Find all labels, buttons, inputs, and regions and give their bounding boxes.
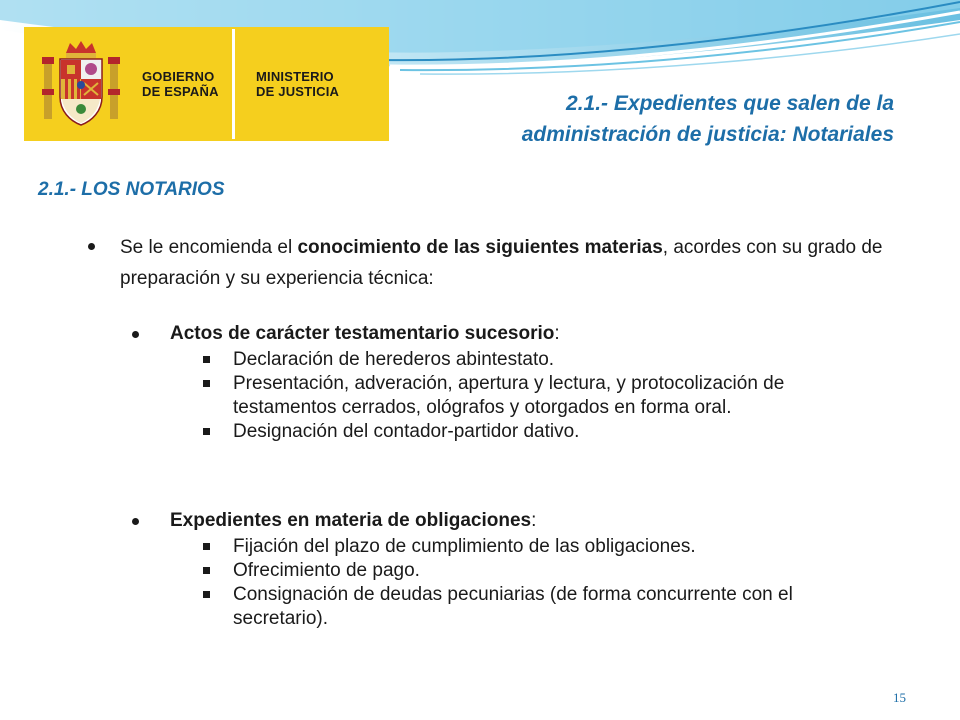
square-bullet-icon xyxy=(203,591,210,598)
slide-title-line2: administración de justicia: Notariales xyxy=(521,123,894,146)
list-item xyxy=(132,535,892,559)
logo-left-line2: DE ESPAÑA xyxy=(142,84,219,99)
group-heading-suffix: : xyxy=(554,323,560,344)
square-bullet-icon xyxy=(203,428,210,435)
group-heading-bold: Actos de carácter testamentario sucesorio xyxy=(170,323,555,344)
page-number: 15 xyxy=(893,690,906,705)
list-item-text: Declaración de herederos abintestato. xyxy=(233,349,555,370)
group-heading xyxy=(132,322,892,346)
slide-title xyxy=(334,88,894,150)
group-heading-suffix: : xyxy=(531,510,537,531)
list-item xyxy=(132,348,892,372)
group-heading-bold: Expedientes en materia de obligaciones xyxy=(170,510,532,531)
intro-text-after: , acordes con su grado de preparación y su experiencia técnica: xyxy=(120,237,883,289)
group-obligations xyxy=(132,509,892,631)
group-testamentary-acts xyxy=(132,322,892,444)
sub-item-list xyxy=(132,348,892,444)
intro-bullet xyxy=(88,232,888,294)
list-item xyxy=(132,372,892,420)
intro-text xyxy=(88,232,888,294)
square-bullet-icon xyxy=(203,567,210,574)
list-item-text: Consignación de deudas pecuniarias (de forma concurrente con el secretario). xyxy=(233,584,793,629)
logo-right-line1: MINISTERIO xyxy=(256,69,334,84)
logo-divider xyxy=(232,29,235,139)
list-item xyxy=(132,420,892,444)
logo-left-line1: GOBIERNO xyxy=(142,69,215,84)
logo-right-line2: DE JUSTICIA xyxy=(256,84,340,99)
bullet-dot-icon xyxy=(88,243,95,250)
bullet-dot-icon xyxy=(132,331,139,338)
square-bullet-icon xyxy=(203,356,210,363)
list-item-text: Ofrecimiento de pago. xyxy=(233,560,420,581)
list-item xyxy=(132,583,892,631)
square-bullet-icon xyxy=(203,380,210,387)
list-item-text: Designación del contador-partidor dativo. xyxy=(233,421,580,442)
intro-text-before: Se le encomienda el xyxy=(120,237,298,258)
list-item-text: Fijación del plazo de cumplimiento de las obligaciones. xyxy=(233,536,696,557)
logo-ministry-text xyxy=(256,69,339,99)
list-item-text: Presentación, adveración, apertura y lectura, y protocolización de testamentos cerrados, ológrafos y otorgados en forma oral. xyxy=(233,373,785,418)
list-item xyxy=(132,559,892,583)
coat-of-arms-icon xyxy=(38,39,124,131)
logo-government-text xyxy=(142,69,219,99)
section-heading: 2.1.- LOS NOTARIOS xyxy=(38,179,225,200)
bullet-dot-icon xyxy=(132,518,139,525)
intro-text-bold: conocimiento de las siguientes materias xyxy=(297,237,663,258)
square-bullet-icon xyxy=(203,543,210,550)
sub-item-list xyxy=(132,535,892,631)
slide-title-line1: 2.1.- Expedientes que salen de la xyxy=(566,92,894,115)
group-heading xyxy=(132,509,892,533)
